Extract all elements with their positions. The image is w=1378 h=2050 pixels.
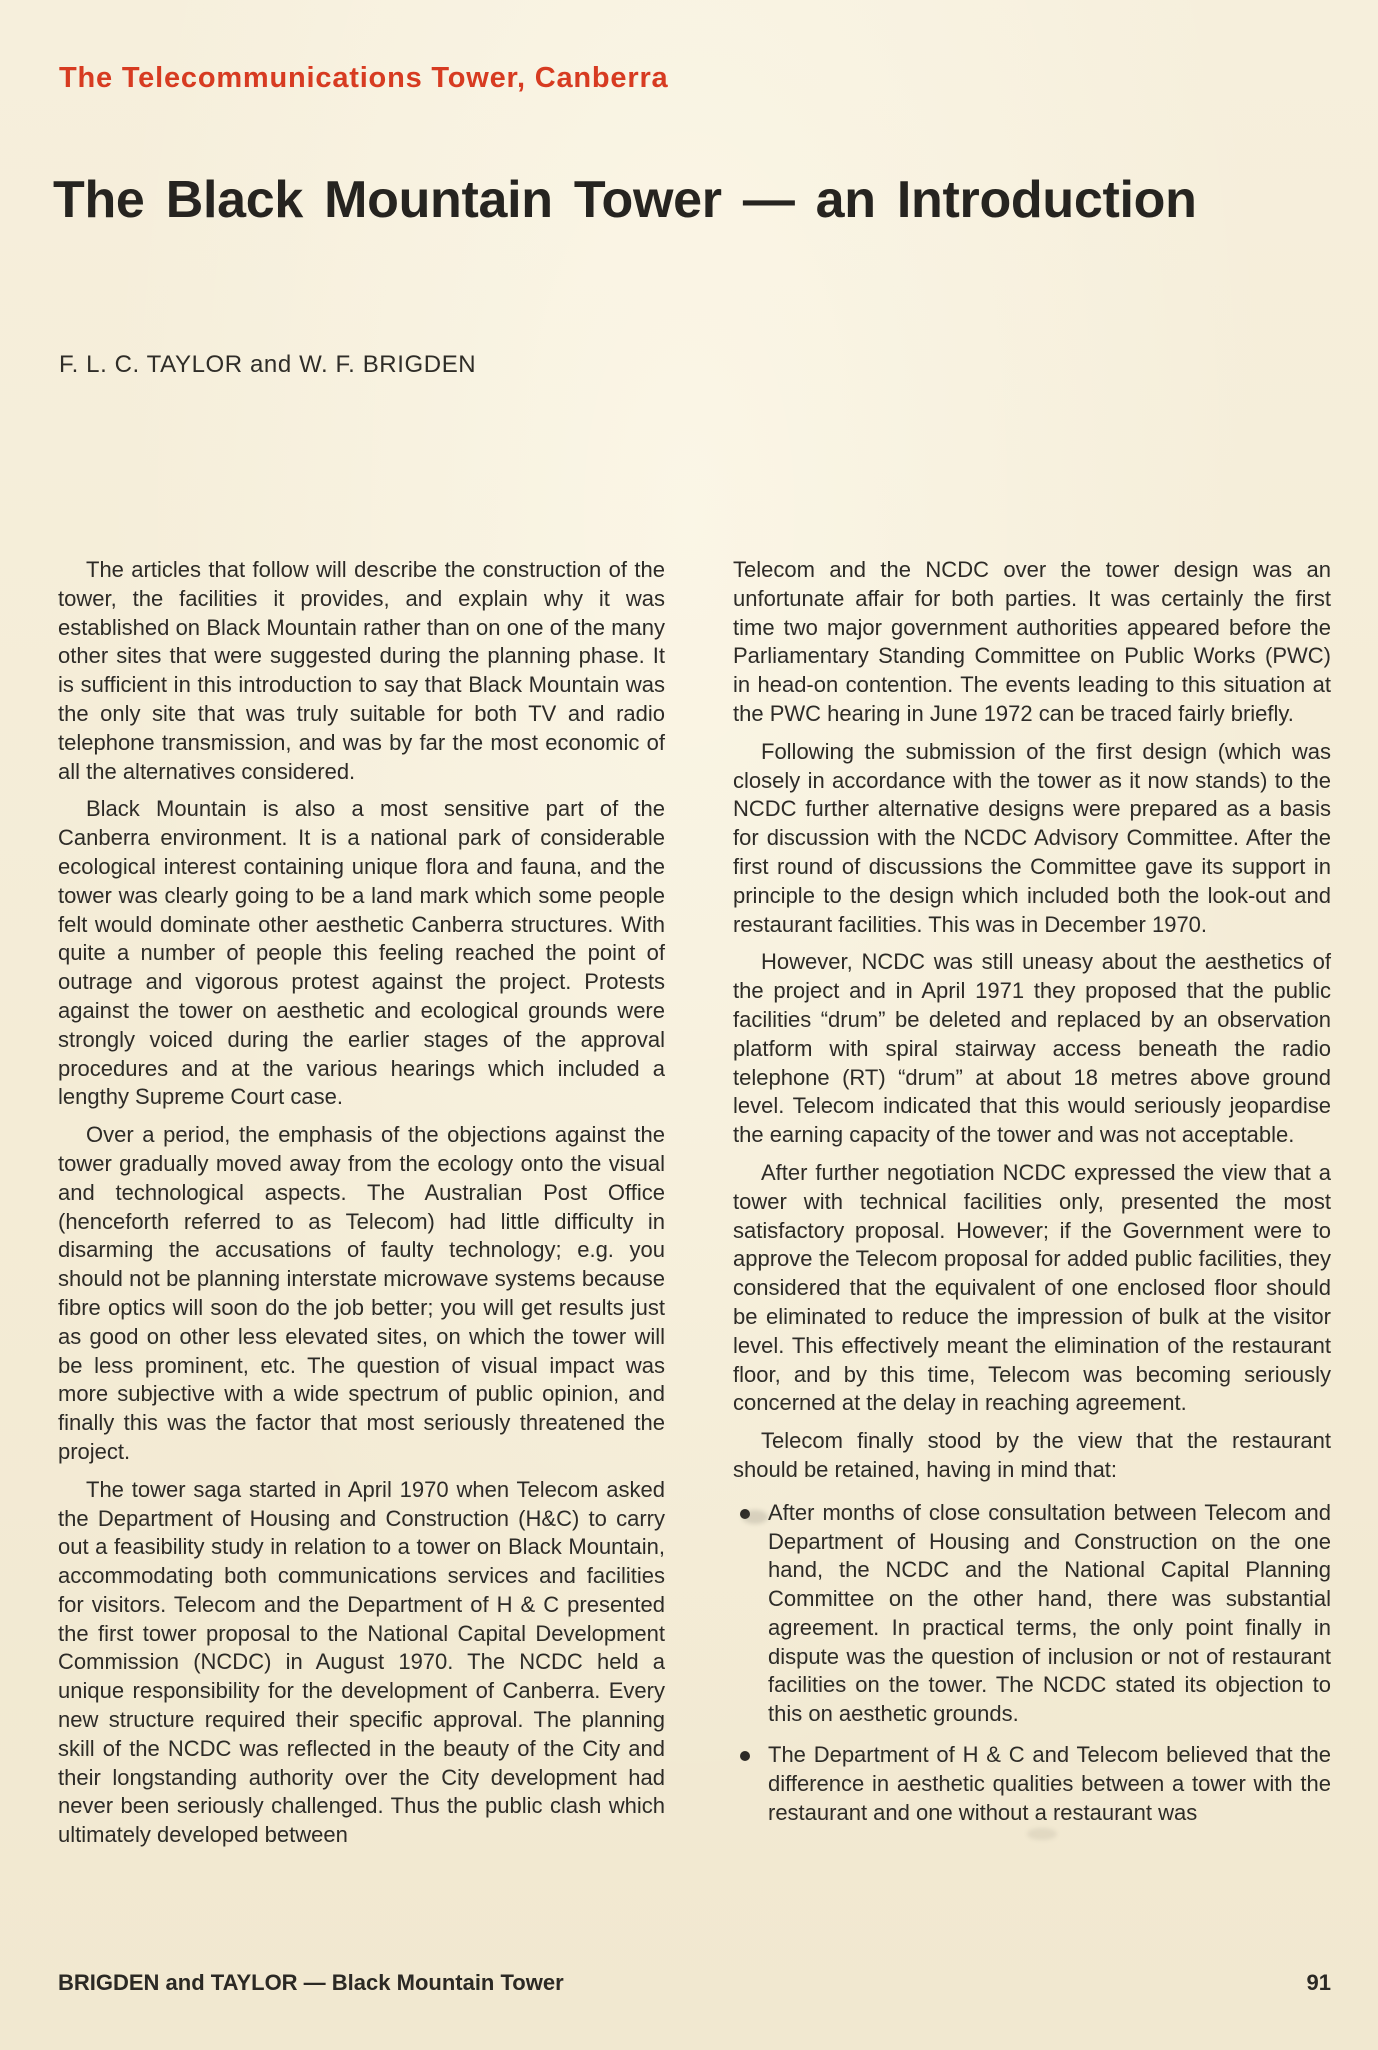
bullet-item (733, 1741, 1331, 1827)
paragraph: Black Mountain is also a most sensitive part of the Canberra environment. It is a national park of considerable ecological interest containing unique flora and fauna, and the tower was clearly going to be a land mark which some people felt would dominate other aesthetic Canberra structures. With quite a number of people this feeling reached the point of outrage and vigorous protest against the project. Protests against the tower on aesthetic and ecological grounds were strongly voiced during the earlier stages of the approval procedures and at the various hearings which included a lengthy Supreme Court case. (58, 796, 665, 1110)
bullet-text: The Department of H & C and Telecom believed that the difference in aesthetic qualities between a tower with the restaurant and one without a restaurant was (768, 1742, 1331, 1825)
paragraph: Following the submission of the first design (which was closely in accordance with the tower as it now stands) to the NCDC further alternative designs were prepared as a basis for discussion with the NCDC Advisory Committee. After the first round of discussions the Committee gave its support in principle to the design which included both the look-out and restaurant facilities. This was in December 1970. (733, 738, 1331, 937)
kicker: The Telecommunications Tower, Canberra (59, 62, 669, 94)
footer-running-title: BRIGDEN and TAYLOR — Black Mountain Tower (58, 1970, 564, 1995)
paragraph: The tower saga started in April 1970 when Telecom asked the Department of Housing and Construction (H&C) to carry out a feasibility study in relation to a tower on Black Mountain, accommodating both communications services and facilities for visitors. Telecom and the Department of H & C presented the first tower proposal to the National Capital Development Commission (NCDC) in August 1970. The NCDC held a unique responsibility for the development of Canberra. Every new structure required their specific approval. The planning skill of the NCDC was reflected in the beauty of the City and their longstanding authority over the City development had never been seriously challenged. Thus the public clash which ultimately developed between (58, 1476, 665, 1848)
bullet-list (733, 1499, 1331, 1828)
ink-smudge (742, 1510, 768, 1524)
paragraph: The articles that follow will describe the construction of the tower, the facilities it provides, and explain why it was established on Black Mountain rather than on one of the many other sites that were suggested during the planning phase. It is sufficient in this introduction to say that Black Mountain was the only site that was truly suitable for both TV and radio telephone transmission, and was by far the most economic of all the alternatives considered. (58, 557, 665, 784)
right-column (733, 556, 1331, 1859)
bullet-dot-icon (740, 1751, 750, 1761)
paragraph: Telecom finally stood by the view that the restaurant should be retained, having in mind that: (733, 1428, 1331, 1482)
paragraph: After further negotiation NCDC expressed the view that a tower with technical facilities only, presented the most satisfactory proposal. However; if the Government were to approve the Telecom proposal for added public facilities, they considered that the equivalent of one enclosed floor should be eliminated to reduce the impression of bulk at the visitor level. This effectively meant the elimination of the restaurant floor, and by this time, Telecom was becoming seriously concerned at the delay in reaching agreement. (733, 1159, 1331, 1416)
bullet-text: After months of close consultation between Telecom and Department of Housing and Construction on the one hand, the NCDC and the National Capital Planning Committee on the other hand, there was substantial agreement. In practical terms, the only point finally in dispute was the question of inclusion or not of restaurant facilities on the tower. The NCDC stated its objection to this on aesthetic grounds. (768, 1499, 1331, 1727)
left-column (58, 556, 665, 1859)
page-number: 91 (1306, 1970, 1331, 1995)
paragraph: However, NCDC was still uneasy about the aesthetics of the project and in April 1971 they proposed that the public facilities “drum” be deleted and replaced by an observation platform with spiral stairway access beneath the radio telephone (RT) “drum” at about 18 metres above ground level. Telecom indicated that this would seriously jeopardise the earning capacity of the tower and was not acceptable. (733, 949, 1331, 1148)
article-body (58, 556, 1331, 1859)
bullet-item (733, 1499, 1331, 1729)
ink-smudge (1027, 1828, 1057, 1840)
page-title: The Black Mountain Tower — an Introduction (53, 171, 1197, 229)
paragraph: Telecom and the NCDC over the tower design was an unfortunate affair for both parties. It was certainly the first time two major government authorities appeared before the Parliamentary Standing Committee on Public Works (PWC) in head-on contention. The events leading to this situation at the PWC hearing in June 1972 can be traced fairly briefly. (733, 557, 1331, 726)
paragraph: Over a period, the emphasis of the objections against the tower gradually moved away from the ecology onto the visual and technological aspects. The Australian Post Office (henceforth referred to as Telecom) had little difficulty in disarming the accusations of faulty technology; e.g. you should not be planning interstate microwave systems because fibre optics will soon do the job better; you will get results just as good on other less elevated sites, on which the tower will be less prominent, etc. The question of visual impact was more subjective with a wide spectrum of public opinion, and finally this was the factor that most seriously threatened the project. (58, 1122, 665, 1464)
page-footer (58, 1970, 1331, 1996)
byline: F. L. C. TAYLOR and W. F. BRIGDEN (59, 351, 477, 378)
